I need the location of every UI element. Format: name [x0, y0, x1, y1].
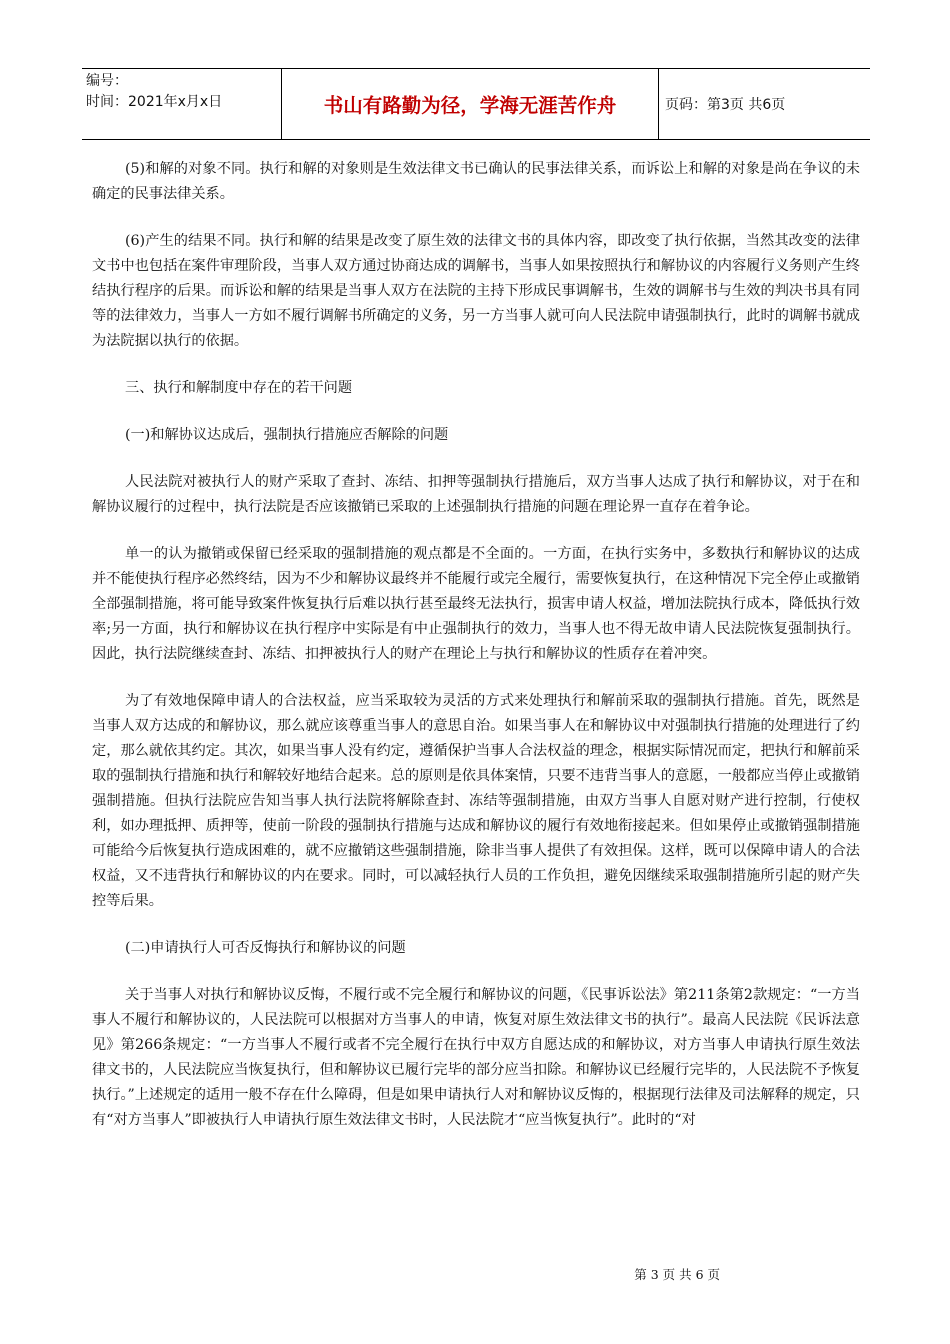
subsection-heading: (一)和解协议达成后，强制执行措施应否解除的问题	[125, 427, 449, 443]
page-header	[82, 68, 870, 140]
paragraph: 关于当事人对执行和解协议反悔，不履行或不完全履行和解协议的问题，《民事诉讼法》第211条第2款规定：“一方当事人不履行和解协议的，人民法院可以根据对方当事人的申请，恢复对原生效法律文书的执行”。最高人民法院《民诉法意见》第266条规定：“一方当事人不履行或者不完全履行在执行中双方自愿达成的和解协议，对方当事人申请执行原生效法律文书的，人民法院应当恢复执行，但和解协议已履行完毕的部分应当扣除。和解协议已经履行完毕的，人民法院不予恢复执行。”上述规定的适用一般不存在什么障碍，但是如果申请执行人对和解协议反悔的，根据现行法律及司法解释的规定，只有“对方当事人”即被执行人申请执行原生效法律文书时，人民法院才“应当恢复执行”。此时的“对	[92, 987, 860, 1128]
subsection-heading: (二)申请执行人可否反悔执行和解协议的问题	[125, 940, 406, 956]
document-body	[92, 157, 860, 1155]
paragraph: (6)产生的结果不同。执行和解的结果是改变了原生效的法律文书的具体内容，即改变了执行依据，当然其改变的法律文书中也包括在案件审理阶段，当事人双方通过协商达成的调解书，当事人如果按照执行和解协议的内容履行义务则产生终结执行程序的后果。而诉讼和解的结果是当事人双方在法院的主持下形成民事调解书，生效的调解书与生效的判决书具有同等的法律效力，当事人一方如不履行调解书所确定的义务，另一方当事人就可向人民法院申请强制执行，此时的调解书就成为法院据以执行的依据。	[92, 233, 860, 349]
page-footer: 第 3 页 共 6 页	[634, 1267, 720, 1282]
document-date: 时间：2021年x月x日	[86, 94, 223, 110]
paragraph: (5)和解的对象不同。执行和解的对象则是生效法律文书已确认的民事法律关系，而诉讼上和解的对象是尚在争议的未确定的民事法律关系。	[92, 161, 860, 202]
section-heading: 三、执行和解制度中存在的若干问题	[125, 380, 353, 396]
header-page-number: 页码：第3页 共6页	[665, 97, 786, 113]
header-motto: 书山有路勤为径，学海无涯苦作舟	[282, 69, 659, 139]
paragraph: 人民法院对被执行人的财产采取了查封、冻结、扣押等强制执行措施后，双方当事人达成了执行和解协议，对于在和解协议履行的过程中，执行法院是否应该撤销已采取的上述强制执行措施的问题在理论界一直存在着争论。	[92, 474, 860, 515]
paragraph: 单一的认为撤销或保留已经采取的强制措施的观点都是不全面的。一方面，在执行实务中，多数执行和解协议的达成并不能使执行程序必然终结，因为不少和解协议最终并不能履行或完全履行，需要恢复执行，在这种情况下完全停止或撤销全部强制措施，将可能导致案件恢复执行后难以执行甚至最终无法执行，损害申请人权益，增加法院执行成本，降低执行效率;另一方面，执行和解协议在执行程序中实际是有中止强制执行的效力，当事人也不得无故申请人民法院恢复强制执行。因此，执行法院继续查封、冻结、扣押被执行人的财产在理论上与执行和解协议的性质存在着冲突。	[92, 546, 860, 662]
document-number: 编号：	[86, 73, 128, 89]
header-meta	[82, 69, 282, 139]
paragraph: 为了有效地保障申请人的合法权益，应当采取较为灵活的方式来处理执行和解前采取的强制执行措施。首先，既然是当事人双方达成的和解协议，那么就应该尊重当事人的意思自治。如果当事人在和解协议中对强制执行措施的处理进行了约定，那么就依其约定。其次，如果当事人没有约定，遵循保护当事人合法权益的理念，根据实际情况而定，把执行和解前采取的强制执行措施和执行和解较好地结合起来。总的原则是依具体案情，只要不违背当事人的意愿，一般都应当停止或撤销强制措施。但执行法院应告知当事人执行法院将解除查封、冻结等强制措施，由双方当事人自愿对财产进行控制，行使权利，如办理抵押、质押等，使前一阶段的强制执行措施与达成和解协议的履行有效地衔接起来。但如果停止或撤销强制措施可能给今后恢复执行造成困难的，就不应撤销这些强制措施，除非当事人提供了有效担保。这样，既可以保障申请人的合法权益，又不违背执行和解协议的内在要求。同时，可以减轻执行人员的工作负担，避免因继续采取强制措施所引起的财产失控等后果。	[92, 693, 860, 909]
